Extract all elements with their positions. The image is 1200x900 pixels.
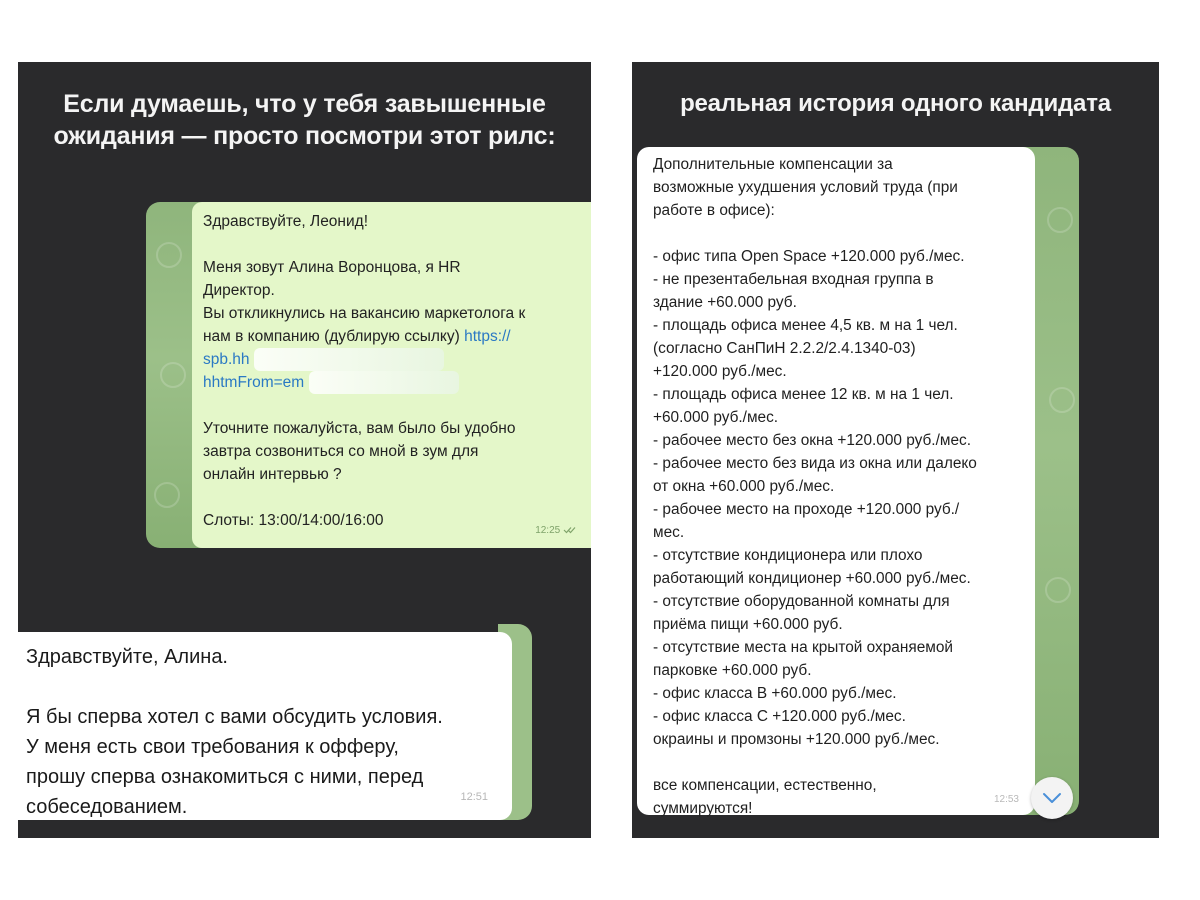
reply-message-time: 12:51 <box>460 791 488 803</box>
left-title-line-2: ожидания — просто посмотри этот рилс: <box>53 122 556 150</box>
compensation-intro-line: возможные ухудшения условий труда (при <box>653 179 958 196</box>
wallpaper-doodle <box>160 362 186 388</box>
compensation-list <box>653 245 1025 751</box>
wallpaper-doodle <box>156 242 182 268</box>
left-slide-title <box>18 88 591 152</box>
reply-line-3: прошу сперва ознакомиться с ними, перед <box>26 766 424 788</box>
vacancy-link-line-3 <box>203 371 579 394</box>
compensation-outro-line: все компенсации, естественно, <box>653 777 877 794</box>
reply-line-1: Я бы сперва хотел с вами обсудить условия. <box>26 706 443 728</box>
wallpaper-doodle <box>1047 207 1073 233</box>
vacancy-link-start[interactable]: https:// <box>464 328 511 345</box>
compensation-intro-line: Дополнительные компенсации за <box>653 156 893 173</box>
redacted-link-blur <box>254 348 444 371</box>
wallpaper-doodle <box>1049 387 1075 413</box>
left-slide <box>18 62 591 838</box>
wallpaper-doodle <box>1045 577 1071 603</box>
hr-vacancy-line-2 <box>203 325 579 348</box>
candidate-reply-bubble <box>18 632 512 820</box>
reply-line-2: У меня есть свои требования к офферу, <box>26 736 399 758</box>
hr-question-line-2: завтра созвониться со мной в зум для <box>203 443 479 460</box>
hr-vacancy-text: нам в компанию (дублирую ссылку) <box>203 328 460 345</box>
compensation-item-line: парковке +60.000 руб. <box>653 662 812 679</box>
hr-greeting: Здравствуйте, Леонид! <box>203 213 368 230</box>
compensation-item-line: - не презентабельная входная группа в <box>653 271 934 288</box>
compensation-item-line: приёма пищи +60.000 руб. <box>653 616 843 633</box>
compensation-item-line: - офис класса С +120.000 руб./мес. <box>653 708 906 725</box>
hr-vacancy-line-1: Вы откликнулись на вакансию маркетолога к <box>203 305 526 322</box>
read-checkmarks-icon <box>563 526 577 534</box>
wallpaper-doodle <box>154 482 180 508</box>
compensation-outro-line: суммируются! <box>653 800 753 817</box>
compensation-message-bubble <box>637 147 1035 815</box>
hr-message-time <box>535 519 577 542</box>
compensation-intro-line: работе в офисе): <box>653 202 775 219</box>
chevron-down-icon <box>1042 792 1062 804</box>
compensation-item-line: - отсутствие места на крытой охраняемой <box>653 639 953 656</box>
compensation-outro <box>653 774 1025 820</box>
right-slide-title: реальная история одного кандидата <box>680 90 1111 117</box>
compensation-item-line: +120.000 руб./мес. <box>653 363 787 380</box>
compensation-item-line: - площадь офиса менее 12 кв. м на 1 чел. <box>653 386 954 403</box>
compensation-item-line: - рабочее место без окна +120.000 руб./мес. <box>653 432 971 449</box>
compensation-item-line: - офис типа Open Space +120.000 руб./мес. <box>653 248 965 265</box>
left-title-line-1: Если думаешь, что у тебя завышенные <box>63 90 546 118</box>
compensation-item-line: - площадь офиса менее 4,5 кв. м на 1 чел. <box>653 317 958 334</box>
reply-line-4: собеседованием. <box>26 796 188 818</box>
compensation-item-line: окраины и промзоны +120.000 руб./мес. <box>653 731 940 748</box>
compensation-item-line: - отсутствие кондиционера или плохо <box>653 547 923 564</box>
scroll-down-button[interactable] <box>1031 777 1073 819</box>
vacancy-link-domain[interactable]: spb.hh <box>203 351 250 368</box>
hr-intro-line-1: Меня зовут Алина Воронцова, я HR <box>203 259 461 276</box>
compensation-item-line: (согласно СанПиН 2.2.2/2.4.1340-03) <box>653 340 916 357</box>
compensation-message-time: 12:53 <box>993 794 1019 805</box>
hr-slots: Слоты: 13:00/14:00/16:00 <box>203 512 384 529</box>
hr-intro-line-2: Директор. <box>203 282 275 299</box>
compensation-item-line: здание +60.000 руб. <box>653 294 797 311</box>
right-slide <box>632 62 1159 838</box>
hr-message-bubble <box>192 202 591 548</box>
compensation-item-line: от окна +60.000 руб./мес. <box>653 478 835 495</box>
compensation-item-line: - рабочее место без вида из окна или далеко <box>653 455 977 472</box>
compensation-intro <box>653 153 1025 222</box>
vacancy-link-param[interactable]: hhtmFrom=em <box>203 374 305 391</box>
reply-greeting: Здравствуйте, Алина. <box>26 646 228 668</box>
compensation-item-line: - рабочее место на проходе +120.000 руб./ <box>653 501 960 518</box>
compensation-item-line: работающий кондиционер +60.000 руб./мес. <box>653 570 971 587</box>
compensation-item-line: +60.000 руб./мес. <box>653 409 779 426</box>
hr-question-line-1: Уточните пожалуйста, вам было бы удобно <box>203 420 516 437</box>
hr-time-text: 12:25 <box>535 525 561 536</box>
compensation-item-line: мес. <box>653 524 685 541</box>
hr-question-line-3: онлайн интервью ? <box>203 466 342 483</box>
compensation-item-line: - офис класса В +60.000 руб./мес. <box>653 685 897 702</box>
compensation-item-line: - отсутствие оборудованной комнаты для <box>653 593 950 610</box>
vacancy-link-line-2 <box>203 348 579 371</box>
redacted-link-blur <box>309 371 459 394</box>
